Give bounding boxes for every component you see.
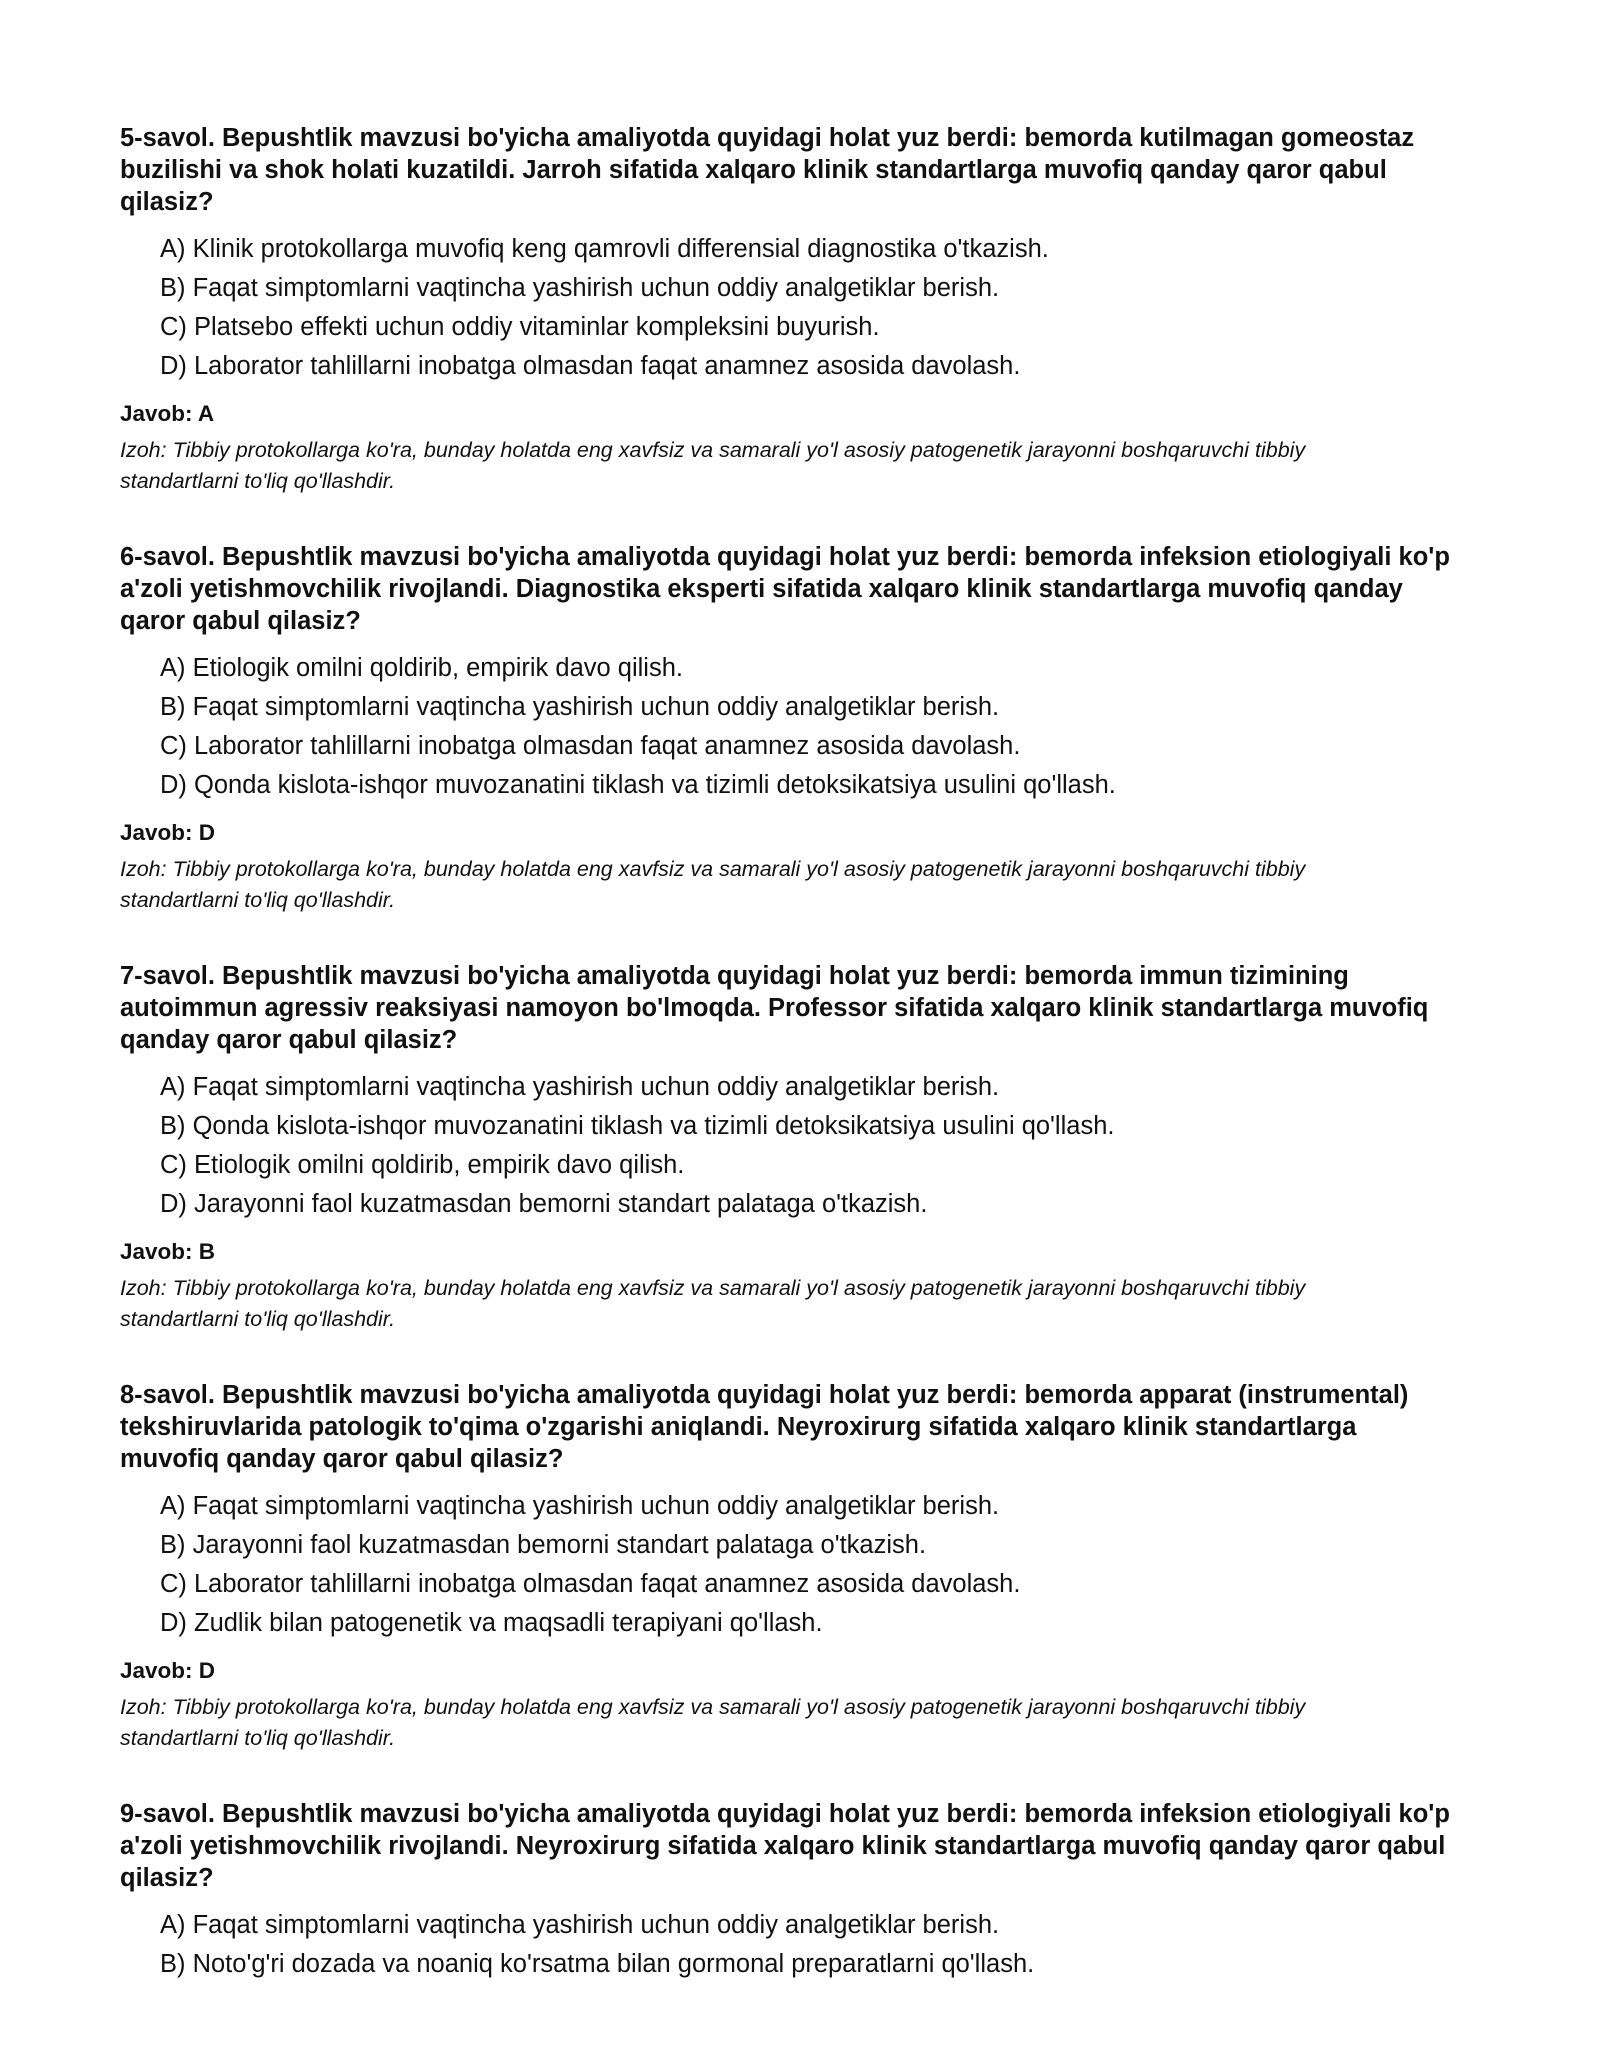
question-title: 5-savol. Bepushtlik mavzusi bo'yicha amaliyotda quyidagi holat yuz berdi: bemorda kutilmagan gomeostaz buzilishi va shok holati kuzatildi. Jarroh sifatida xalqaro klinik standartlarga muvofiq qanday qaror qabul qilasiz?: [120, 124, 1415, 216]
document-page: [120, 122, 1460, 2028]
explanation-note: Izoh: Tibbiy protokollarga ko'ra, bunday holatda eng xavfsiz va samarali yo'l asosiy patogenetik jarayonni boshqaruvchi tibbiy standartlarni to'liq qo'llashdir.: [120, 438, 1306, 493]
option-list: [160, 649, 1460, 805]
question-9: [120, 1798, 1460, 1984]
question-5: [120, 122, 1460, 497]
option-a: A) Faqat simptomlarni vaqtincha yashirish uchun oddiy analgetiklar berish.: [160, 1911, 1000, 1939]
answer: Javob: D: [120, 1658, 216, 1683]
option-c: C) Laborator tahlillarni inobatga olmasdan faqat anamnez asosida davolash.: [160, 732, 1021, 760]
question-6: [120, 541, 1460, 916]
option-b: B) Noto'g'ri dozada va noaniq ko'rsatma bilan gormonal preparatlarni qo'llash.: [160, 1950, 1035, 1978]
option-c: C) Laborator tahlillarni inobatga olmasdan faqat anamnez asosida davolash.: [160, 1570, 1021, 1598]
question-title: 7-savol. Bepushtlik mavzusi bo'yicha amaliyotda quyidagi holat yuz berdi: bemorda immun tizimining autoimmun agressiv reaksiyasi namoyon bo'lmoqda. Professor sifatida xalqaro klinik standartlarga muvofiq qanday qaror qabul qilasiz?: [120, 962, 1429, 1054]
option-b: B) Faqat simptomlarni vaqtincha yashirish uchun oddiy analgetiklar berish.: [160, 693, 1000, 721]
question-title: 9-savol. Bepushtlik mavzusi bo'yicha amaliyotda quyidagi holat yuz berdi: bemorda infeksion etiologiyali ko'p a'zoli yetishmovchilik rivojlandi. Neyroxirurg sifatida xalqaro klinik standartlarga muvofiq qanday qaror qabul qilasiz?: [120, 1800, 1450, 1892]
question-title: 6-savol. Bepushtlik mavzusi bo'yicha amaliyotda quyidagi holat yuz berdi: bemorda infeksion etiologiyali ko'p a'zoli yetishmovchilik rivojlandi. Diagnostika eksperti sifatida xalqaro klinik standartlarga muvofiq qanday qaror qabul qilasiz?: [120, 543, 1450, 635]
option-list: [160, 230, 1460, 386]
option-b: B) Qonda kislota-ishqor muvozanatini tiklash va tizimli detoksikatsiya usulini qo'llash.: [160, 1112, 1115, 1140]
option-a: A) Etiologik omilni qoldirib, empirik davo qilish.: [160, 654, 683, 682]
option-c: C) Platsebo effekti uchun oddiy vitaminlar kompleksini buyurish.: [160, 313, 880, 341]
answer: Javob: A: [120, 401, 215, 426]
option-a: A) Faqat simptomlarni vaqtincha yashirish uchun oddiy analgetiklar berish.: [160, 1073, 1000, 1101]
question-8: [120, 1379, 1460, 1754]
question-title: 8-savol. Bepushtlik mavzusi bo'yicha amaliyotda quyidagi holat yuz berdi: bemorda apparat (instrumental) tekshiruvlarida patologik to'qima o'zgarishi aniqlandi. Neyroxirurg sifatida xalqaro klinik standartlarga muvofiq qanday qaror qabul qilasiz?: [120, 1381, 1409, 1473]
option-d: D) Zudlik bilan patogenetik va maqsadli terapiyani qo'llash.: [160, 1609, 823, 1637]
explanation-note: Izoh: Tibbiy protokollarga ko'ra, bunday holatda eng xavfsiz va samarali yo'l asosiy patogenetik jarayonni boshqaruvchi tibbiy standartlarni to'liq qo'llashdir.: [120, 857, 1306, 912]
option-a: A) Klinik protokollarga muvofiq keng qamrovli differensial diagnostika o'tkazish.: [160, 235, 1049, 263]
option-d: D) Laborator tahlillarni inobatga olmasdan faqat anamnez asosida davolash.: [160, 352, 1021, 380]
answer: Javob: B: [120, 1239, 216, 1264]
option-d: D) Jarayonni faol kuzatmasdan bemorni standart palataga o'tkazish.: [160, 1190, 928, 1218]
option-list: [160, 1906, 1460, 1984]
answer: Javob: D: [120, 820, 216, 845]
option-b: B) Faqat simptomlarni vaqtincha yashirish uchun oddiy analgetiklar berish.: [160, 274, 1000, 302]
option-d: D) Qonda kislota-ishqor muvozanatini tiklash va tizimli detoksikatsiya usulini qo'llash.: [160, 771, 1116, 799]
option-c: C) Etiologik omilni qoldirib, empirik davo qilish.: [160, 1151, 685, 1179]
question-7: [120, 960, 1460, 1335]
explanation-note: Izoh: Tibbiy protokollarga ko'ra, bunday holatda eng xavfsiz va samarali yo'l asosiy patogenetik jarayonni boshqaruvchi tibbiy standartlarni to'liq qo'llashdir.: [120, 1276, 1306, 1331]
option-b: B) Jarayonni faol kuzatmasdan bemorni standart palataga o'tkazish.: [160, 1531, 927, 1559]
option-a: A) Faqat simptomlarni vaqtincha yashirish uchun oddiy analgetiklar berish.: [160, 1492, 1000, 1520]
explanation-note: Izoh: Tibbiy protokollarga ko'ra, bunday holatda eng xavfsiz va samarali yo'l asosiy patogenetik jarayonni boshqaruvchi tibbiy standartlarni to'liq qo'llashdir.: [120, 1695, 1306, 1750]
option-list: [160, 1068, 1460, 1224]
option-list: [160, 1487, 1460, 1643]
